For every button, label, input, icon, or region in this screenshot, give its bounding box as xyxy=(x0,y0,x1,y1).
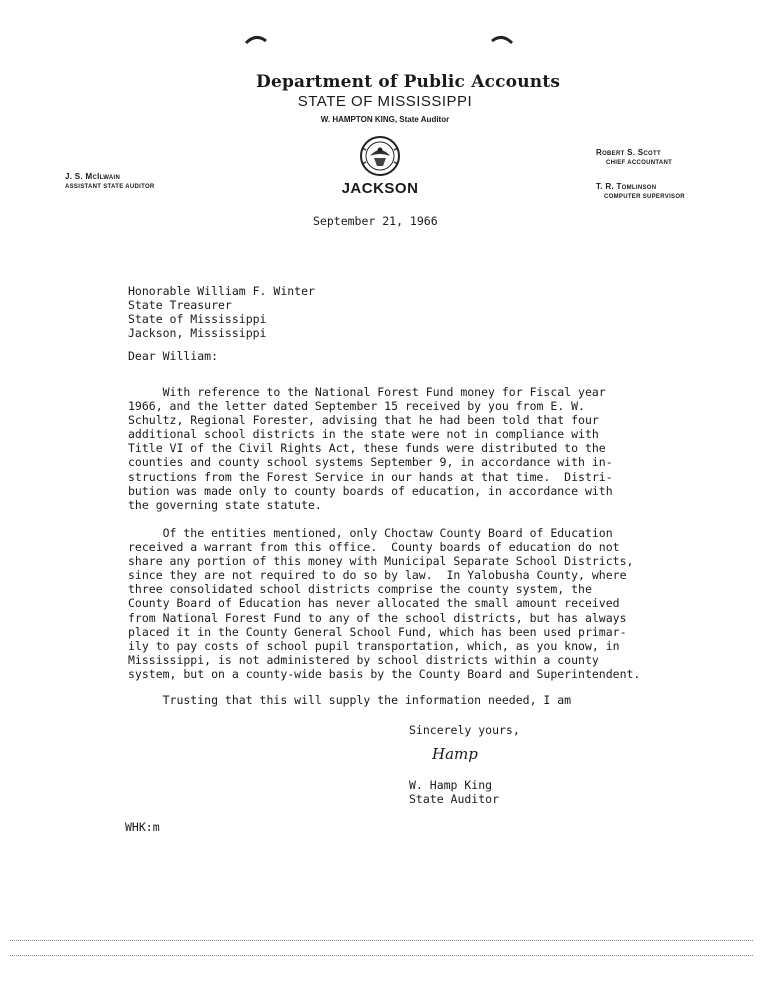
recipient-line: Honorable William F. Winter xyxy=(128,284,315,298)
computer-supervisor-name: T. R. Tomlinson xyxy=(596,182,657,191)
text-line: Schultz, Regional Forester, advising that he had been told that four xyxy=(128,413,599,428)
text-line: from National Forest Fund to any of the school districts, but has always xyxy=(128,610,627,625)
text-line: additional school districts in the state were not in compliance with xyxy=(128,427,599,442)
text-line: structions from the Forest Service in our hands at that time. Distri- xyxy=(128,469,613,484)
text-line: counties and county school systems September 9, in accordance with in- xyxy=(128,455,613,470)
text-line: system, but on a county-wide basis by the County Board and Superintendent. xyxy=(128,666,641,681)
computer-supervisor-title: COMPUTER SUPERVISOR xyxy=(604,194,685,200)
closing-line: Trusting that this will supply the information needed, I am xyxy=(128,693,572,707)
assistant-auditor-title: ASSISTANT STATE AUDITOR xyxy=(65,184,155,190)
text-line: County Board of Education has never allocated the small amount received xyxy=(128,596,620,611)
text-line: received a warrant from this office. County boards of education do not xyxy=(128,540,620,555)
text-line: placed it in the County General School Fund, which has been used primar- xyxy=(128,624,627,639)
text-line: With reference to the National Forest Fund money for Fiscal year xyxy=(128,385,606,399)
text-line: the governing state statute. xyxy=(128,497,322,512)
state-name: STATE OF MISSISSIPPI xyxy=(297,93,473,110)
bottom-perforation xyxy=(10,940,753,941)
state-auditor-line: W. HAMPTON KING, State Auditor xyxy=(320,115,450,124)
city-name: JACKSON xyxy=(341,180,419,197)
salutation: Dear William: xyxy=(128,349,219,363)
text-line: ily to pay costs of school pupil transportation, which, as you know, in xyxy=(128,638,620,653)
text-line: share any portion of this money with Municipal Separate School Districts, xyxy=(128,554,634,569)
handwritten-signature: Hamp xyxy=(432,745,478,763)
letter-date: September 21, 1966 xyxy=(313,214,438,228)
recipient-line: Jackson, Mississippi xyxy=(128,326,267,341)
text-line: Mississippi, is not administered by school districts within a county xyxy=(128,652,599,667)
recipient-line: State Treasurer xyxy=(128,298,232,313)
body-paragraph-1 xyxy=(128,385,613,512)
department-name: Department of Public Accounts xyxy=(256,72,561,92)
text-line: three consolidated school districts comprise the county system, the xyxy=(128,582,592,597)
reference-initials: WHK:m xyxy=(125,820,160,834)
complimentary-close: Sincerely yours, xyxy=(409,723,520,737)
chief-accountant-title: CHIEF ACCOUNTANT xyxy=(606,160,673,166)
text-line: Of the entities mentioned, only Choctaw County Board of Education xyxy=(128,526,613,540)
body-paragraph-2 xyxy=(128,526,640,681)
top-mark-left xyxy=(244,33,268,45)
state-seal-icon xyxy=(356,134,404,178)
top-mark-right xyxy=(490,33,514,45)
bottom-perforation xyxy=(10,955,753,956)
text-line: since they are not required to do so by law. In Yalobusha County, where xyxy=(128,568,627,583)
assistant-auditor-name: J. S. McIlwain xyxy=(65,172,121,181)
signer-title: State Auditor xyxy=(409,792,500,806)
text-line: bution was made only to county boards of education, in accordance with xyxy=(128,483,613,498)
chief-accountant-name: Robert S. Scott xyxy=(596,148,661,157)
signer-name: W. Hamp King xyxy=(409,778,493,792)
text-line: 1966, and the letter dated September 15 received by you from E. W. xyxy=(128,399,585,414)
recipient-address xyxy=(128,284,315,340)
recipient-line: State of Mississippi xyxy=(128,312,267,327)
text-line: Title VI of the Civil Rights Act, these funds were distributed to the xyxy=(128,441,606,456)
